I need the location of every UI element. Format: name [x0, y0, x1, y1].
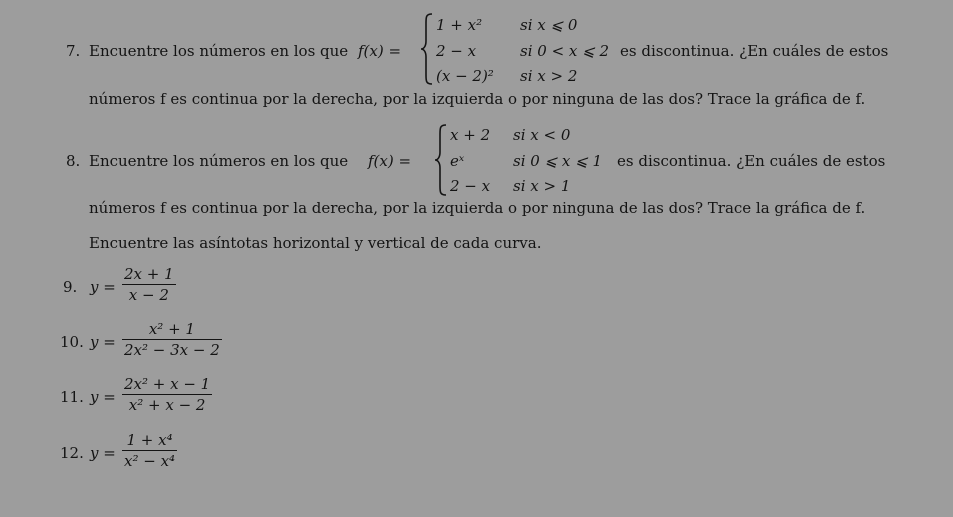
problem-7-intro: Encuentre los números en los que [89, 42, 349, 60]
problem-8-case-1-expr: x + 2 [450, 126, 491, 144]
exercise-9-numerator: 2x + 1 [124, 265, 174, 283]
problem-7-case-1-expr: 1 + x² [436, 16, 483, 34]
problem-7-case-3-cond: si x > 2 [520, 67, 578, 85]
exercise-9-lhs: y = [90, 278, 116, 296]
exercise-9-denominator: x − 2 [128, 286, 169, 304]
exercise-11-fraction [122, 375, 212, 414]
exercise-9-fraction [122, 265, 176, 304]
problem-8-lhs: f(x) = [368, 152, 412, 170]
exercise-11-numerator: 2x² + x − 1 [124, 375, 211, 393]
exercise-12-lhs: y = [90, 444, 116, 462]
exercise-9-number: 9. [63, 278, 78, 296]
exercise-12-denominator: x² − x⁴ [124, 452, 176, 470]
problem-8-intro: Encuentre los números en los que [89, 152, 349, 170]
problem-8-case-1-cond: si x < 0 [513, 126, 571, 144]
exercise-10-denominator: 2x² − 3x − 2 [124, 341, 220, 359]
left-brace-icon [420, 13, 434, 85]
problem-8-case-3-cond: si x > 1 [513, 177, 571, 195]
problem-7-tail: es discontinua. ¿En cuáles de estos [620, 42, 889, 60]
problem-8-number: 8. [66, 152, 81, 170]
exercise-11-lhs: y = [90, 388, 116, 406]
exercise-12-numerator: 1 + x⁴ [126, 431, 173, 449]
exercise-11-number: 11. [60, 388, 84, 406]
exercise-10-numerator: x² + 1 [148, 320, 195, 338]
exercise-10-lhs: y = [90, 333, 116, 351]
problem-7-case-3-expr: (x − 2)² [436, 67, 494, 85]
problem-7-case-2-expr: 2 − x [436, 42, 477, 60]
left-brace-icon [434, 124, 448, 196]
problem-7-case-2-cond: si 0 < x ⩽ 2 [520, 42, 610, 60]
exercise-10-number: 10. [60, 333, 84, 351]
problem-8-tail: es discontinua. ¿En cuáles de estos [617, 152, 886, 170]
problem-7-line-2: números f es continua por la derecha, por la izquierda o por ninguna de las dos? Trace la gráfica de f. [89, 90, 866, 108]
problem-7-case-1-cond: si x ⩽ 0 [520, 16, 578, 34]
problem-8-case-3-expr: 2 − x [450, 177, 491, 195]
exercise-12-number: 12. [60, 444, 84, 462]
exercise-12-fraction [122, 431, 177, 470]
problem-7-number: 7. [66, 42, 81, 60]
problem-7-lhs: f(x) = [358, 42, 402, 60]
section-instruction: Encuentre las asíntotas horizontal y vertical de cada curva. [89, 234, 542, 252]
problem-8-case-2-expr: eˣ [450, 152, 465, 170]
problem-8-line-2: números f es continua por la derecha, por la izquierda o por ninguna de las dos? Trace la gráfica de f. [89, 199, 866, 217]
exercise-11-denominator: x² + x − 2 [128, 396, 206, 414]
exercise-10-fraction [122, 320, 222, 359]
problem-8-case-2-cond: si 0 ⩽ x ⩽ 1 [513, 152, 603, 170]
